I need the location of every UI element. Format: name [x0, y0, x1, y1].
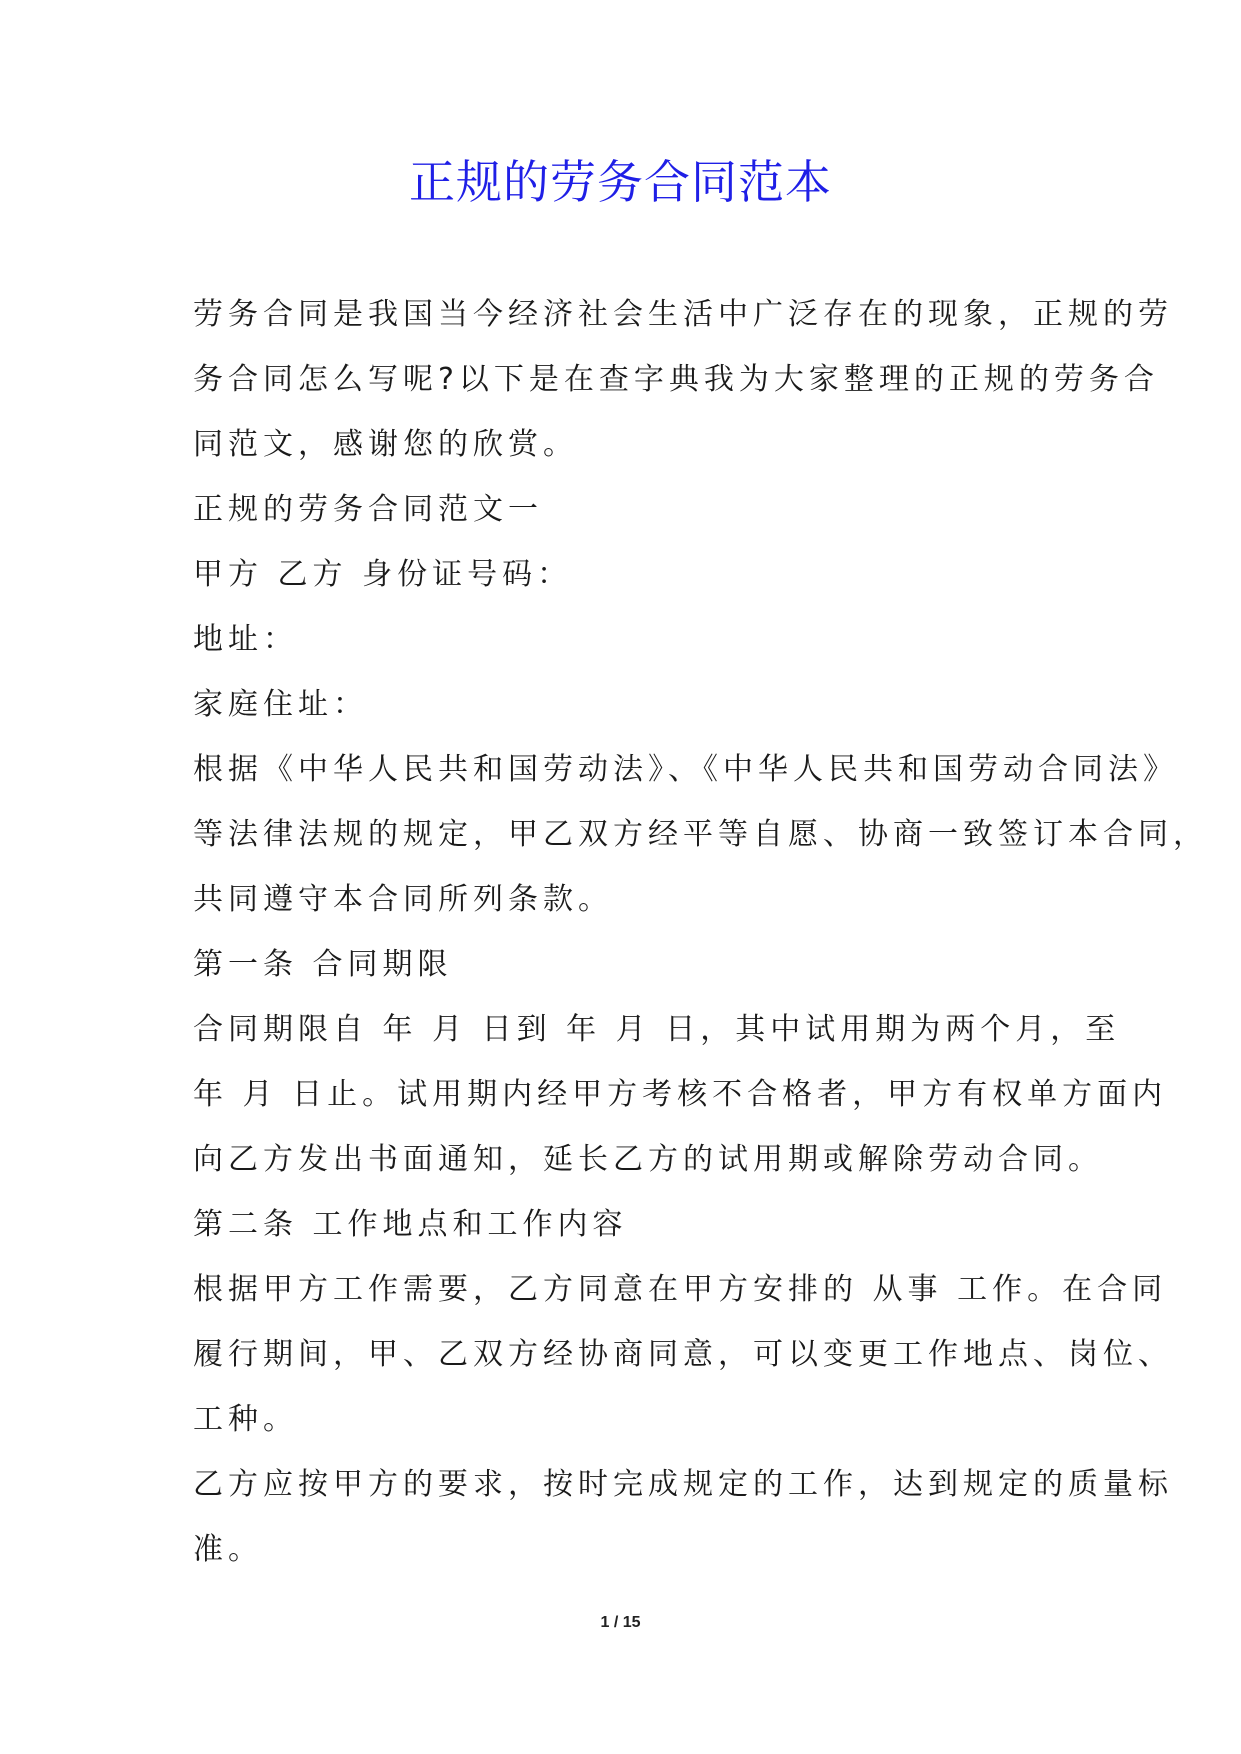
document-title: 正规的劳务合同范本 — [409, 155, 832, 209]
article-heading: 第二条 工作地点和工作内容 — [193, 1207, 628, 1242]
paragraph-line: 务合同怎么写呢?以下是在查字典我为大家整理的正规的劳务合 — [193, 362, 1159, 397]
paragraph-line: 乙方应按甲方的要求，按时完成规定的工作，达到规定的质量标 — [193, 1467, 1173, 1502]
party-line: 甲方 乙方 身份证号码： — [193, 557, 573, 592]
paragraph-line: 准。 — [193, 1532, 263, 1567]
paragraph-line: 同范文，感谢您的欣赏。 — [193, 427, 578, 462]
paragraph-line: 根据《中华人民共和国劳动法》、《中华人民共和国劳动合同法》 — [193, 752, 1178, 787]
section-heading: 正规的劳务合同范文一 — [193, 492, 543, 527]
paragraph-line: 根据甲方工作需要，乙方同意在甲方安排的 从事 工作。在合同 — [193, 1272, 1168, 1307]
paragraph-line: 工种。 — [193, 1402, 298, 1437]
address-line: 地址： — [193, 622, 298, 657]
paragraph-line: 向乙方发出书面通知，延长乙方的试用期或解除劳动合同。 — [193, 1142, 1103, 1177]
paragraph-line: 年 月 日止。试用期内经甲方考核不合格者，甲方有权单方面内 — [193, 1077, 1168, 1112]
paragraph-line: 共同遵守本合同所列条款。 — [193, 882, 613, 917]
paragraph-line: 劳务合同是我国当今经济社会生活中广泛存在的现象，正规的劳 — [193, 297, 1173, 332]
paragraph-line: 等法律法规的规定，甲乙双方经平等自愿、协商一致签订本合同， — [193, 817, 1208, 852]
paragraph-line: 履行期间，甲、乙双方经协商同意，可以变更工作地点、岗位、 — [193, 1337, 1173, 1372]
article-heading: 第一条 合同期限 — [193, 947, 453, 982]
page-number: 1 / 15 — [600, 1614, 641, 1631]
home-address-line: 家庭住址： — [193, 687, 368, 722]
document-body — [193, 282, 1208, 1582]
paragraph-line: 合同期限自 年 月 日到 年 月 日，其中试用期为两个月，至 — [193, 1012, 1121, 1047]
